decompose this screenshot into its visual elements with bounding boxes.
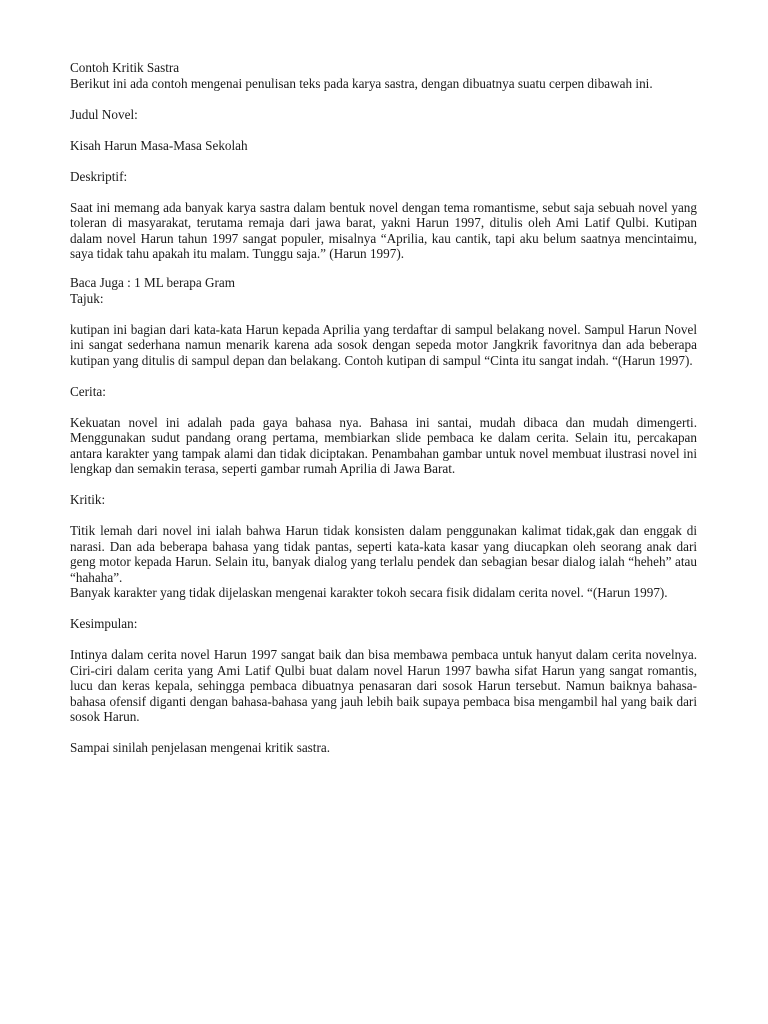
cerita-label: Cerita: <box>70 383 106 399</box>
intro-paragraph: Berikut ini ada contoh mengenai penulisan teks pada karya sastra, dengan dibuatnya suatu cerpen dibawah ini. <box>70 75 653 91</box>
judul-label: Judul Novel: <box>70 106 138 122</box>
document-title: Contoh Kritik Sastra <box>70 60 180 75</box>
cerita-paragraph: Kekuatan novel ini adalah pada gaya bahasa nya. Bahasa ini santai, mudah dibaca dan mudah dimengerti. Menggunakan sudut pandang orang pertama, membiarkan slide pembaca ke dalam cerita. Selain itu, percakapan antara karakter yang tampak alami dan tidak diciptakan. Penambahan gambar untuk novel membuat ilustrasi novel ini lengkap dan semakin terasa, seperti gambar rumah Aprilia di Jawa Barat. <box>70 414 697 476</box>
kritik-label: Kritik: <box>70 492 106 507</box>
deskriptif-paragraph: Saat ini memang ada banyak karya sastra dalam bentuk novel dengan tema romantisme, sebut saja sebuah novel yang toleran di masyarakat, terutama remaja dari jawa barat, yakni Harun 1997, ditulis oleh Ami Latif Qulbi. Kutipan dalam novel Harun tahun 1997 sangat populer, misalnya “Aprilia, kau cantik, tapi aku belum saatnya mencintaimu, saya tidak tahu apakah itu malam. Tunggu saja.” (Harun 1997). <box>70 199 697 261</box>
kritik-paragraph-1: Titik lemah dari novel ini ialah bahwa Harun tidak konsisten dalam penggunakan kalimat tidak,gak dan enggak di narasi. Dan ada beberapa bahasa yang tidak pantas, seperti kata-kata kasar yang diucapkan oleh seorang anak dari geng motor kepada Harun. Selain itu, banyak dialog yang terlalu pendek dan sebagian besar dialog ialah “heheh” atau “hahaha”. <box>70 523 697 585</box>
judul-value: Kisah Harun Masa-Masa Sekolah <box>70 137 248 153</box>
kesimpulan-label: Kesimpulan: <box>70 616 138 631</box>
tajuk-label: Tajuk: <box>70 290 104 306</box>
deskriptif-label: Deskriptif: <box>70 168 128 184</box>
baca-juga-link[interactable]: Baca Juga : 1 ML berapa Gram <box>70 275 236 290</box>
document-page <box>70 60 697 756</box>
kritik-paragraph-2: Banyak karakter yang tidak dijelaskan mengenai karakter tokoh secara fisik didalam cerita novel. “(Harun 1997). <box>70 585 668 600</box>
closing-paragraph: Sampai sinilah penjelasan mengenai kritik sastra. <box>70 740 331 755</box>
tajuk-paragraph: kutipan ini bagian dari kata-kata Harun kepada Aprilia yang terdaftar di sampul belakang novel. Sampul Harun Novel ini sangat sederhana namun menarik karena ada sosok dengan sepeda motor Jangkrik favoritnya dan ada beberapa kutipan yang ditulis di sampul depan dan belakang. Contoh kutipan di sampul “Cinta itu sangat indah. “(Harun 1997). <box>70 321 697 368</box>
kesimpulan-paragraph: Intinya dalam cerita novel Harun 1997 sangat baik dan bisa membawa pembaca untuk hanyut dalam cerita novelnya. Ciri-ciri dalam cerita yang Ami Latif Qulbi buat dalam novel Harun 1997 bawha sifat Harun yang sangat romantis, lucu dan keras kepala, sehingga pembaca dibuatnya penasaran dari sosok Harun tersebut. Namun baiknya bahasa-bahasa ofensif diganti dengan bahasa-bahasa yang jauh lebih baik supaya pembaca bisa mengambil hal yang baik dari sosok Harun. <box>70 647 697 724</box>
